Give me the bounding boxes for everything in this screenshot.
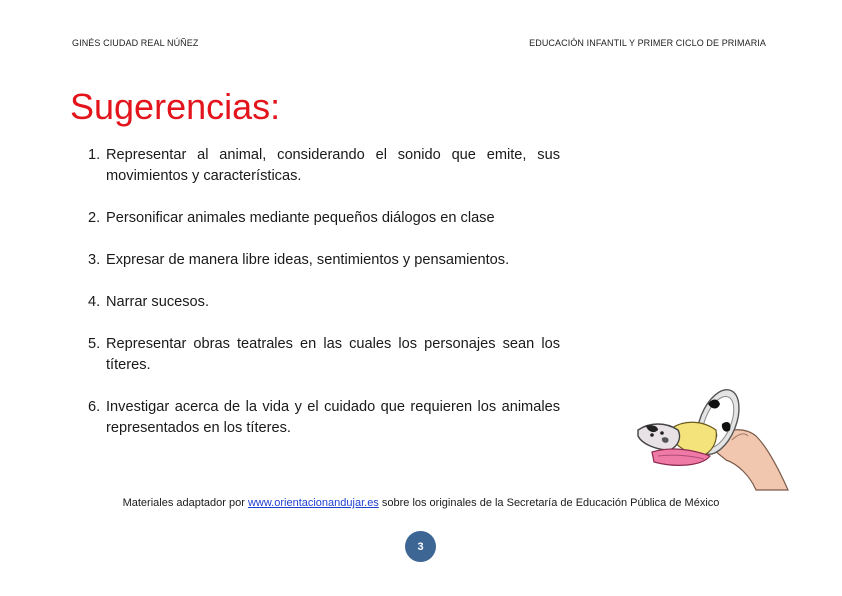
item-number: 4. xyxy=(88,294,101,310)
cow-hand-puppet-illustration xyxy=(632,380,792,492)
header-course: EDUCACIÓN INFANTIL Y PRIMER CICLO DE PRIMARIA xyxy=(529,38,766,48)
item-text: Representar al animal, considerando el sonido que emite, sus movimientos y características. xyxy=(106,147,560,184)
footer-text-after: sobre los originales de la Secretaría de Educación Pública de México xyxy=(378,497,720,509)
suggestions-list xyxy=(88,145,560,460)
page-title: Sugerencias: xyxy=(70,86,281,127)
list-item xyxy=(88,334,560,376)
item-number: 2. xyxy=(88,210,101,226)
item-text: Personificar animales mediante pequeños diálogos en clase xyxy=(106,210,495,226)
item-text: Narrar sucesos. xyxy=(106,294,209,310)
list-item xyxy=(88,250,560,271)
footer-credits xyxy=(0,497,842,509)
header-author: GINÉS CIUDAD REAL NÚÑEZ xyxy=(72,38,199,48)
list-item xyxy=(88,145,560,187)
item-text: Investigar acerca de la vida y el cuidado que requieren los animales representados en los títeres. xyxy=(106,399,560,436)
item-number: 1. xyxy=(88,147,101,163)
item-text: Representar obras teatrales en las cuales los personajes sean los títeres. xyxy=(106,336,560,373)
source-link[interactable]: www.orientacionandujar.es xyxy=(247,497,379,509)
item-number: 6. xyxy=(88,399,101,415)
list-item xyxy=(88,292,560,313)
footer-text-before: Materiales adaptador por xyxy=(122,497,248,509)
item-number: 5. xyxy=(88,336,101,352)
page-number-badge: 3 xyxy=(405,531,436,562)
list-item xyxy=(88,208,560,229)
list-item xyxy=(88,397,560,439)
item-number: 3. xyxy=(88,252,101,268)
item-text: Expresar de manera libre ideas, sentimientos y pensamientos. xyxy=(106,252,510,268)
